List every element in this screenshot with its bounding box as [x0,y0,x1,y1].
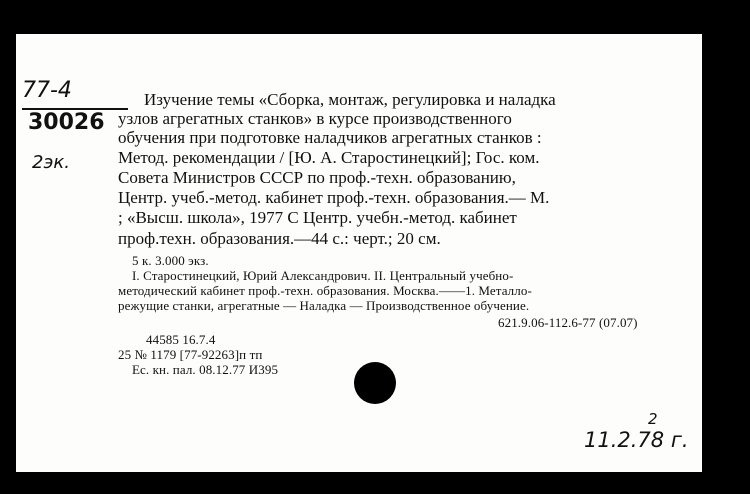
description-line: Изучение темы «Сборка, монтаж, регулировка и наладка [144,90,556,109]
heading-line: I. Старостинецкий, Юрий Александрович. II. Центральный учебно- [132,268,514,283]
punch-hole [354,362,396,404]
handwritten-date-top: 2 [648,410,658,428]
service-line: 44585 16.7.4 [146,332,216,347]
description-line: Совета Министров СССР по проф.-техн. образованию, [118,168,516,187]
handwritten-mark: 2эк. [32,152,70,173]
service-line: 25 № 1179 [77-92263]п тп [118,347,263,362]
description-line: проф.техн. образования.—44 с.: черт.; 20 см. [118,229,441,248]
handwritten-date: 11.2.78 г. [584,428,689,452]
handwritten-code-number: 30026 [28,110,105,135]
description-line: узлов агрегатных станков» в курсе производственного [118,109,512,128]
description-line: ; «Высш. школа», 1977 С Центр. учебн.-метод. кабинет [118,208,517,227]
service-line: Ес. кн. пал. 08.12.77 И395 [132,362,279,377]
heading-line: методический кабинет проф.-техн. образования. Москва.——1. Металло- [118,283,532,298]
heading-line: режущие станки, агрегатные — Наладка — Производственное обучение. [118,298,530,313]
description-line: Центр. учеб.-метод. кабинет проф.-техн. образования.— М. [118,188,550,207]
price-print-run: 5 к. 3.000 экз. [132,253,209,268]
catalog-card [16,34,702,472]
handwritten-code-top: 77-4 [22,78,72,103]
classification-index: 621.9.06-112.6-77 (07.07) [498,315,638,330]
description-line: обучения при подготовке наладчиков агрегатных станков : [118,128,542,147]
description-line: Метод. рекомендации / [Ю. А. Старостинецкий]; Гос. ком. [118,148,540,167]
